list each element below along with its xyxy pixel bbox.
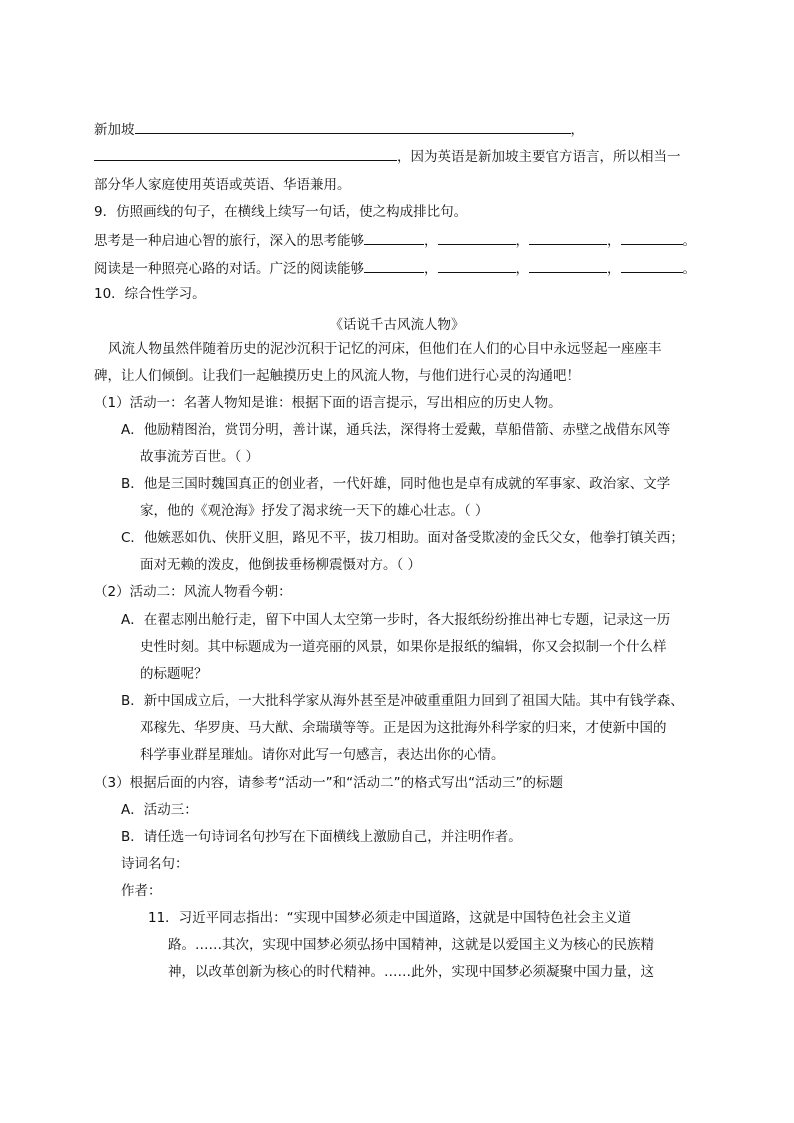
text: ，: [424, 261, 438, 277]
activity-2-title: （2）活动二：风流人物看今朝：: [94, 584, 292, 600]
question-11-line-1: 11．习近平同志指出：“实现中国梦必须走中国道路，这就是中国特色社会主义道: [148, 910, 632, 926]
text: 。: [682, 261, 696, 277]
text: ，: [424, 233, 438, 249]
question-10-title: 10．综合性学习。: [94, 286, 206, 302]
activity-3-title: （3）根据后面的内容，请参考“活动一”和“活动二”的格式写出“活动三”的标题: [94, 775, 564, 791]
answer-blank[interactable]: [438, 230, 516, 245]
activity-1-C-line-2: 面对无赖的泼皮，他倒拔垂杨柳震慑对方。（ ）: [140, 557, 422, 573]
intro-line-2: 碑，让人们倾倒。让我们一起触摸历史上的风流人物，与他们进行心灵的沟通吧！: [94, 368, 580, 384]
activity-2-B-line-3: 科学事业群星璀灿。请你对此写一句感言，表达出你的心情。: [140, 747, 505, 763]
section-title: 《话说千古风流人物》: [329, 317, 465, 333]
activity-2-A-line-1: A．在翟志刚出舱行走，留下中国人太空第一步时，各大报纸纷纷推出神七专题，记录这一历: [121, 612, 671, 628]
answer-blank[interactable]: [621, 258, 683, 273]
activity-2-B-line-2: 邓稼先、华罗庚、马大猷、余瑞璜等等。正是因为这批海外科学家的归来，才使新中国的: [140, 720, 667, 736]
poem-label: 诗词名句：: [121, 856, 189, 872]
text: ，: [570, 122, 584, 138]
author-label: 作者：: [121, 883, 162, 899]
answer-blank[interactable]: [529, 230, 607, 245]
text: ，: [515, 261, 529, 277]
line-3: 部分华人家庭使用英语或英语、华语兼用。: [94, 177, 351, 193]
text: 新加坡: [94, 122, 135, 138]
activity-1-C-line-1: C．他嫉恶如仇、侠肝义胆，路见不平，拔刀相助。面对备受欺凌的金氏父女，他拳打镇关西；: [121, 530, 684, 546]
text: 阅读是一种照亮心路的对话。广泛的阅读能够: [94, 261, 364, 277]
activity-3-B: B．请任选一句诗词名句抄写在下面横线上激励自己，并注明作者。: [121, 829, 522, 845]
answer-blank[interactable]: [135, 119, 571, 134]
text: 。: [682, 233, 696, 249]
line-singapore: [94, 119, 584, 140]
text: ，: [515, 233, 529, 249]
activity-2-B-line-1: B．新中国成立后，一大批科学家从海外甚至是冲破重重阻力回到了祖国大陆。其中有钱学森、: [121, 693, 684, 709]
answer-blank[interactable]: [438, 258, 516, 273]
question-11-line-2: 路。……其次，实现中国梦必须弘扬中国精神，这就是以爱国主义为核心的民族精: [168, 937, 654, 953]
activity-1-A-line-1: A．他励精图治，赏罚分明，善计谋，通兵法，深得将士爱戴，草船借箭、赤壁之战借东风等: [121, 422, 671, 438]
answer-blank[interactable]: [364, 258, 424, 273]
q9-sentence-1: [94, 230, 696, 251]
activity-1-B-line-1: B．他是三国时魏国真正的创业者，一代奸雄，同时他也是卓有成就的军事家、政治家、文学: [121, 476, 671, 492]
line-2: [94, 146, 681, 167]
activity-2-A-line-3: 的标题呢？: [140, 666, 208, 682]
q9-sentence-2: [94, 258, 696, 279]
text: 思考是一种启迪心智的旅行，深入的思考能够: [94, 233, 364, 249]
question-11-line-3: 神，以改革创新为核心的时代精神。……此外，实现中国梦必须凝聚中国力量，这: [168, 964, 654, 980]
text: ，: [607, 233, 621, 249]
activity-1-B-line-2: 家，他的《观沧海》抒发了渴求统一天下的雄心壮志。（ ）: [140, 503, 489, 519]
text: ，: [607, 261, 621, 277]
activity-1-A-line-2: 故事流芳百世。（ ）: [140, 449, 260, 465]
text: ，因为英语是新加坡主要官方语言，所以相当一: [397, 149, 681, 165]
answer-blank[interactable]: [529, 258, 607, 273]
activity-2-A-line-2: 史性时刻。其中标题成为一道亮丽的风景，如果你是报纸的编辑，你又会拟制一个什么样: [140, 639, 667, 655]
answer-blank[interactable]: [364, 230, 424, 245]
question-9-title: 9．仿照画线的句子，在横线上续写一句话，使之构成排比句。: [94, 204, 468, 220]
activity-1-title: （1）活动一：名著人物知是谁：根据下面的语言提示，写出相应的历史人物。: [94, 395, 562, 411]
answer-blank[interactable]: [94, 146, 397, 161]
intro-line-1: 风流人物虽然伴随着历史的泥沙沉积于记忆的河床，但他们在人们的心目中永远竖起一座座丰: [108, 341, 662, 357]
answer-blank[interactable]: [621, 230, 683, 245]
activity-3-A: A．活动三：: [121, 802, 198, 818]
